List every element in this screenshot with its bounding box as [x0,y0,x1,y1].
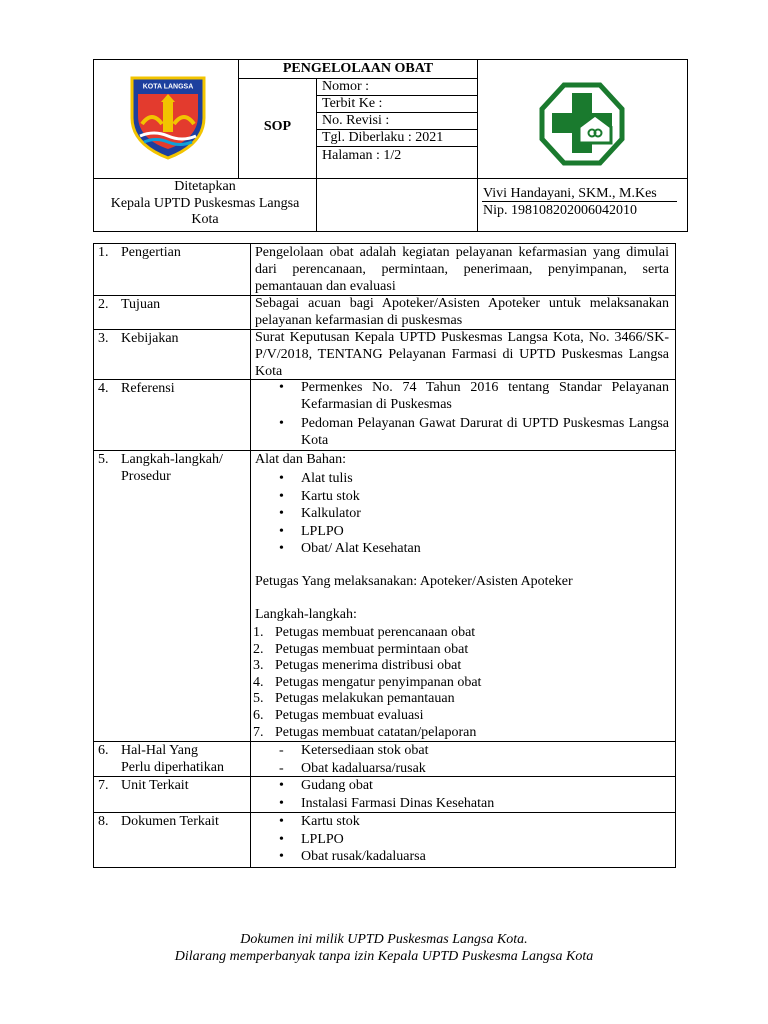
unit-item: • Gudang obat [255,777,669,795]
langkah-list [255,625,669,741]
row-4-number: 4. [98,381,109,396]
kota-langsa-logo-text: KOTA LANGSA [142,83,194,91]
ditetapkan-label: Ditetapkan [174,179,236,194]
alat-item: • Alat tulis [255,470,669,488]
signer-nip: Nip. 198108202006042010 [483,203,637,218]
row-6-label-2: Perlu diperhatikan [121,760,225,775]
field-tgl-diberlaku: Tgl. Diberlaku : 2021 [322,130,444,145]
puskesmas-logo [539,81,625,167]
row-2-number: 2. [98,297,109,312]
alat-item: • Kartu stok [255,488,669,506]
alat-bahan-list [255,470,669,558]
row-7-number: 7. [98,778,109,793]
alat-bahan-title: Alat dan Bahan: [255,452,346,467]
alat-item: • Obat/ Alat Kesehatan [255,540,669,558]
field-halaman: Halaman : 1/2 [322,148,402,163]
alat-item: • Kalkulator [255,505,669,523]
row-7-label: Unit Terkait [121,778,189,793]
row-6-number: 6. [98,743,109,758]
signer-name: Vivi Handayani, SKM., M.Kes [483,186,657,201]
row-3-number: 3. [98,331,109,346]
row-8-number: 8. [98,814,109,829]
field-revisi: No. Revisi : [322,113,390,128]
row-5-label-2: Prosedur [121,469,171,484]
row-4-references [255,380,669,449]
langkah-item: 3. Petugas menerima distribusi obat [253,658,462,674]
kepala-line-2: Kota [191,212,219,227]
row-5-label-1: Langkah-langkah/ [121,452,223,467]
row-8-label: Dokumen Terkait [121,814,219,829]
row-2-text: Sebagai acuan bagi Apoteker/Asisten Apoteker untuk melaksanakan pelayanan kefarmasian di puskesmas [255,296,669,328]
kota-langsa-logo [128,74,208,160]
dokumen-item: • Obat rusak/kadaluarsa [255,848,669,866]
row-4-label: Referensi [121,381,175,396]
dokumen-item: • Kartu stok [255,813,669,831]
row-7-list [255,777,669,812]
langkah-item: 6. Petugas membuat evaluasi [253,707,424,723]
row-1-label: Pengertian [121,245,181,260]
alat-item: • LPLPO [255,523,669,541]
document-title: PENGELOLAAN OBAT [282,61,434,76]
langkah-item: 7. Petugas membuat catatan/pelaporan [253,724,477,740]
dokumen-item: • LPLPO [255,831,669,849]
field-terbit: Terbit Ke : [322,96,383,111]
langkah-item: 5. Petugas melakukan pemantauan [253,691,455,707]
langkah-item: 2. Petugas membuat permintaan obat [253,641,469,657]
row-8-list [255,813,669,866]
row-1-number: 1. [98,245,109,260]
langkah-item: 1. Petugas membuat perencanaan obat [253,625,476,640]
footer-line-1: Dokumen ini milik UPTD Puskesmas Langsa Kota. [240,932,528,947]
unit-item: • Instalasi Farmasi Dinas Kesehatan [255,795,669,813]
row-5-number: 5. [98,452,109,467]
reference-item: • Pedoman Pelayanan Gawat Darurat di UPTD Puskesmas Langsa Kota [255,416,669,449]
footer-line-2: Dilarang memperbanyak tanpa izin Kepala UPTD Puskesma Langsa Kota [174,949,594,964]
row-6-label-1: Hal-Hal Yang [121,743,198,758]
field-nomor: Nomor : [322,79,370,94]
reference-item: • Permenkes No. 74 Tahun 2016 tentang Standar Pelayanan Kefarmasian di Puskesmas [255,380,669,413]
row-3-text: Surat Keputusan Kepala UPTD Puskesmas Langsa Kota, No. 3466/SK-P/V/2018, TENTANG Pelayanan Farmasi di UPTD Puskesmas Langsa Kota [255,330,669,379]
langkah-title: Langkah-langkah: [255,607,357,622]
row-2-label: Tujuan [121,297,161,312]
langkah-item: 4. Petugas mengatur penyimpanan obat [253,674,482,690]
sop-label: SOP [263,119,292,134]
row-3-label: Kebijakan [121,331,179,346]
perhatian-item: - Obat kadaluarsa/rusak [255,760,669,778]
row-1-text: Pengelolaan obat adalah kegiatan pelayanan kefarmasian yang dimulai dari perencanaan, permintaan, penerimaan, penyimpanan, serta pemantauan dan evaluasi [255,245,669,294]
perhatian-item: - Ketersediaan stok obat [255,742,669,760]
kepala-line-1: Kepala UPTD Puskesmas Langsa [110,196,300,211]
petugas-text: Petugas Yang melaksanakan: Apoteker/Asisten Apoteker [255,574,573,589]
row-6-list [255,742,669,777]
